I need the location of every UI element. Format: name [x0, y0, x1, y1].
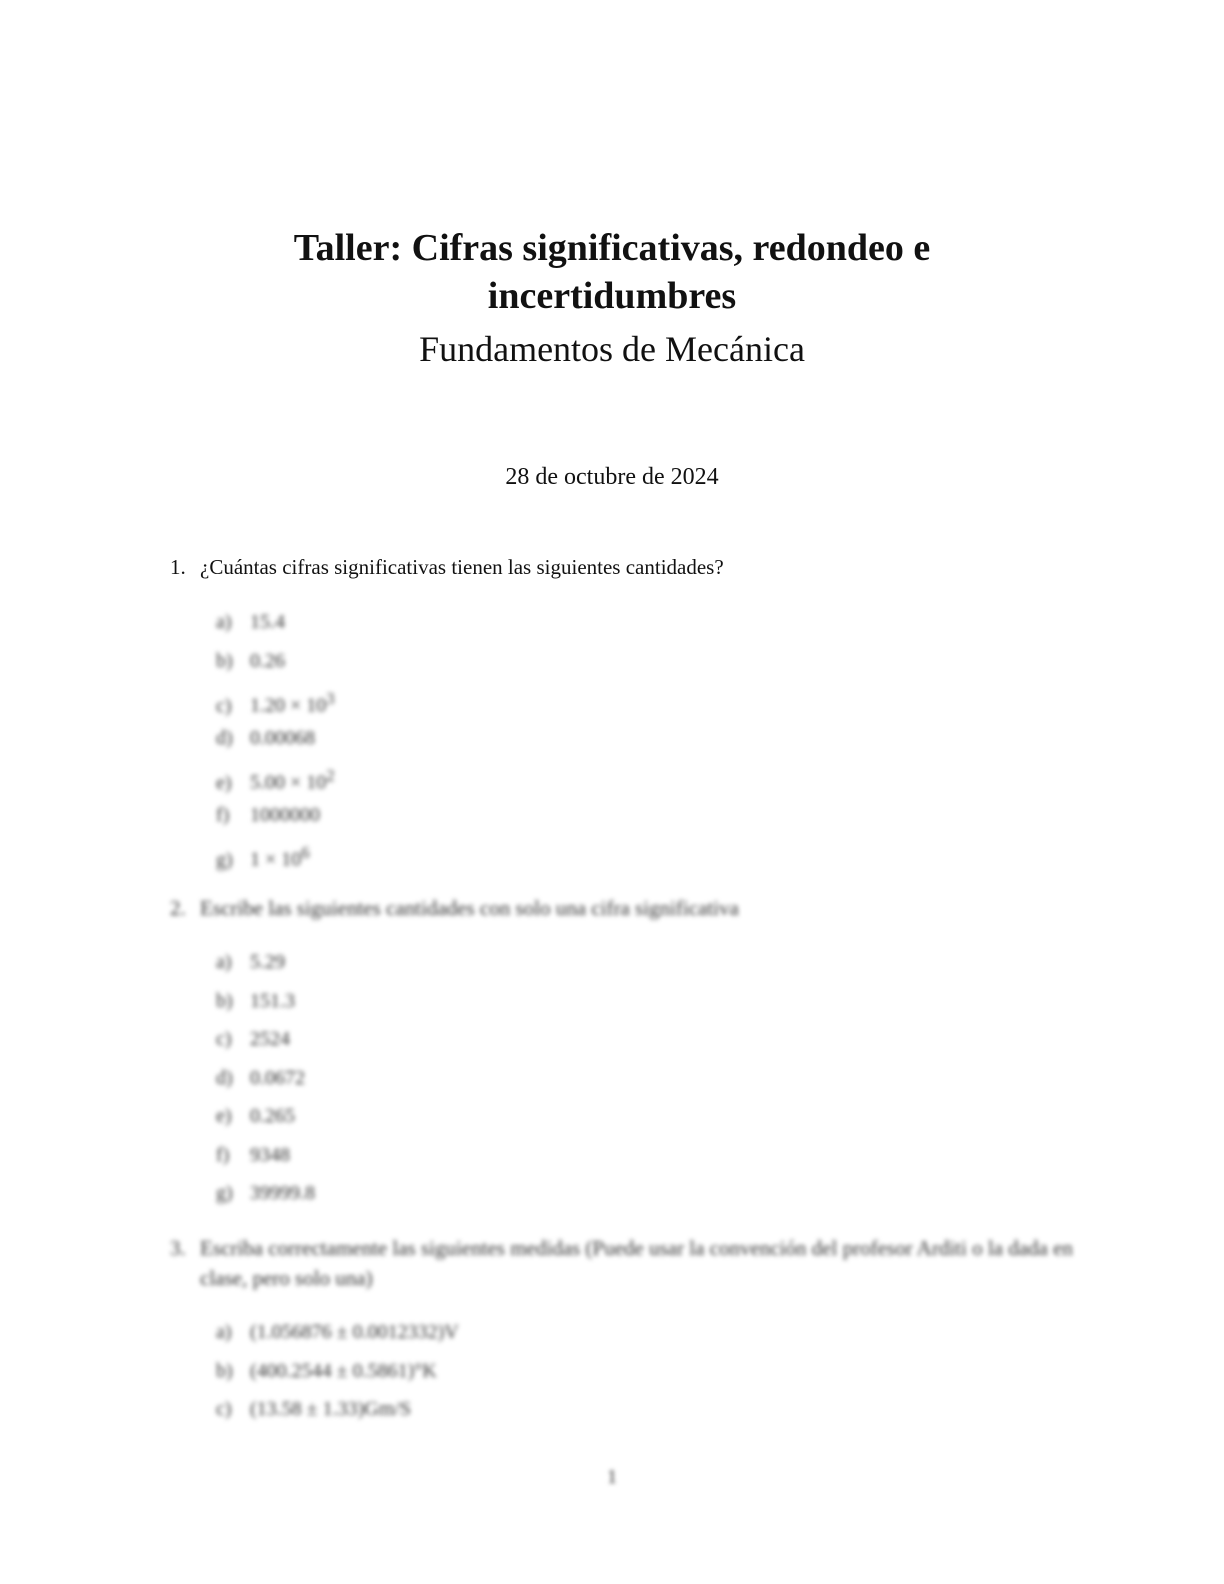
document-subtitle: Fundamentos de Mecánica: [419, 329, 805, 369]
item-value: 39999.8: [250, 1182, 315, 1204]
question-text: ¿Cuántas cifras significativas tienen las siguientes cantidades?: [200, 555, 724, 579]
item-value: 0.00068: [250, 726, 315, 749]
question-number: 1.: [170, 555, 186, 579]
item-value: 15.4: [250, 611, 285, 633]
item-letter: b): [216, 649, 233, 672]
list-item: [216, 1097, 315, 1136]
item-letter: e): [216, 771, 232, 794]
item-value: 1 × 10: [250, 848, 302, 871]
item-value: 1.20 × 10: [250, 694, 327, 717]
item-letter: c): [216, 1028, 232, 1050]
item-letter: a): [216, 611, 232, 633]
item-value: 5.00 × 10: [250, 771, 327, 794]
item-value: 0.0672: [250, 1066, 305, 1089]
list-item: [216, 982, 315, 1021]
document-title: Taller: Cifras significativas, redondeo e incertidumbres: [293, 227, 931, 317]
question-text: Escriba correctamente las siguientes medidas (Puede usar la convención del profesor Arditi o la dada en clase, pero solo una): [200, 1236, 1073, 1290]
list-item: [216, 1136, 315, 1175]
document-date: 28 de octubre de 2024: [505, 464, 719, 490]
list-item: [216, 680, 335, 719]
item-value: 0.265: [250, 1105, 295, 1127]
item-letter: f): [216, 803, 230, 826]
item-letter: a): [216, 1321, 232, 1343]
item-letter: e): [216, 1105, 232, 1127]
item-value: 0.26: [250, 649, 285, 672]
list-item: [216, 1020, 315, 1059]
item-exponent: 3: [326, 689, 335, 708]
list-item: [216, 796, 335, 835]
item-letter: d): [216, 1066, 233, 1089]
item-letter: b): [216, 989, 233, 1012]
item-value: 5.29: [250, 951, 285, 973]
list-item: [216, 757, 335, 796]
question-2: [170, 893, 1080, 923]
item-letter: g): [216, 848, 233, 871]
item-letter: b): [216, 1359, 233, 1382]
item-letter: g): [216, 1182, 233, 1204]
question-number: 3.: [170, 1236, 186, 1260]
item-letter: d): [216, 726, 233, 749]
item-letter: c): [216, 694, 232, 717]
question-text: Escribe las siguientes cantidades con solo una cifra significativa: [200, 896, 739, 920]
list-item: [216, 1313, 459, 1352]
item-value: 1000000: [250, 803, 320, 826]
list-item: [216, 1059, 315, 1098]
item-exponent: 2: [326, 766, 335, 785]
list-item: [216, 834, 335, 873]
item-letter: f): [216, 1143, 230, 1166]
list-item: [216, 1174, 315, 1213]
question-1-items: [216, 603, 335, 873]
page-number: 1: [607, 1466, 617, 1488]
list-item: [216, 1352, 459, 1391]
item-value: 2524: [250, 1028, 290, 1050]
question-number: 2.: [170, 896, 186, 920]
item-letter: a): [216, 951, 232, 973]
item-value: 151.3: [250, 989, 295, 1012]
list-item: [216, 603, 335, 642]
item-value: (1.056876 ± 0.0012332)V: [250, 1321, 459, 1343]
item-exponent: 6: [301, 843, 310, 862]
item-value: (400.2544 ± 0.5861)°K: [250, 1359, 437, 1382]
item-value: (13.58 ± 1.33)Gm/S: [250, 1398, 411, 1420]
list-item: [216, 1390, 459, 1429]
list-item: [216, 642, 335, 681]
item-value: 9348: [250, 1143, 290, 1166]
item-letter: c): [216, 1398, 232, 1420]
question-3: [170, 1233, 1080, 1293]
list-item: [216, 719, 335, 758]
question-1: [170, 552, 1080, 582]
question-3-items: [216, 1313, 459, 1429]
question-2-items: [216, 943, 315, 1213]
list-item: [216, 943, 315, 982]
